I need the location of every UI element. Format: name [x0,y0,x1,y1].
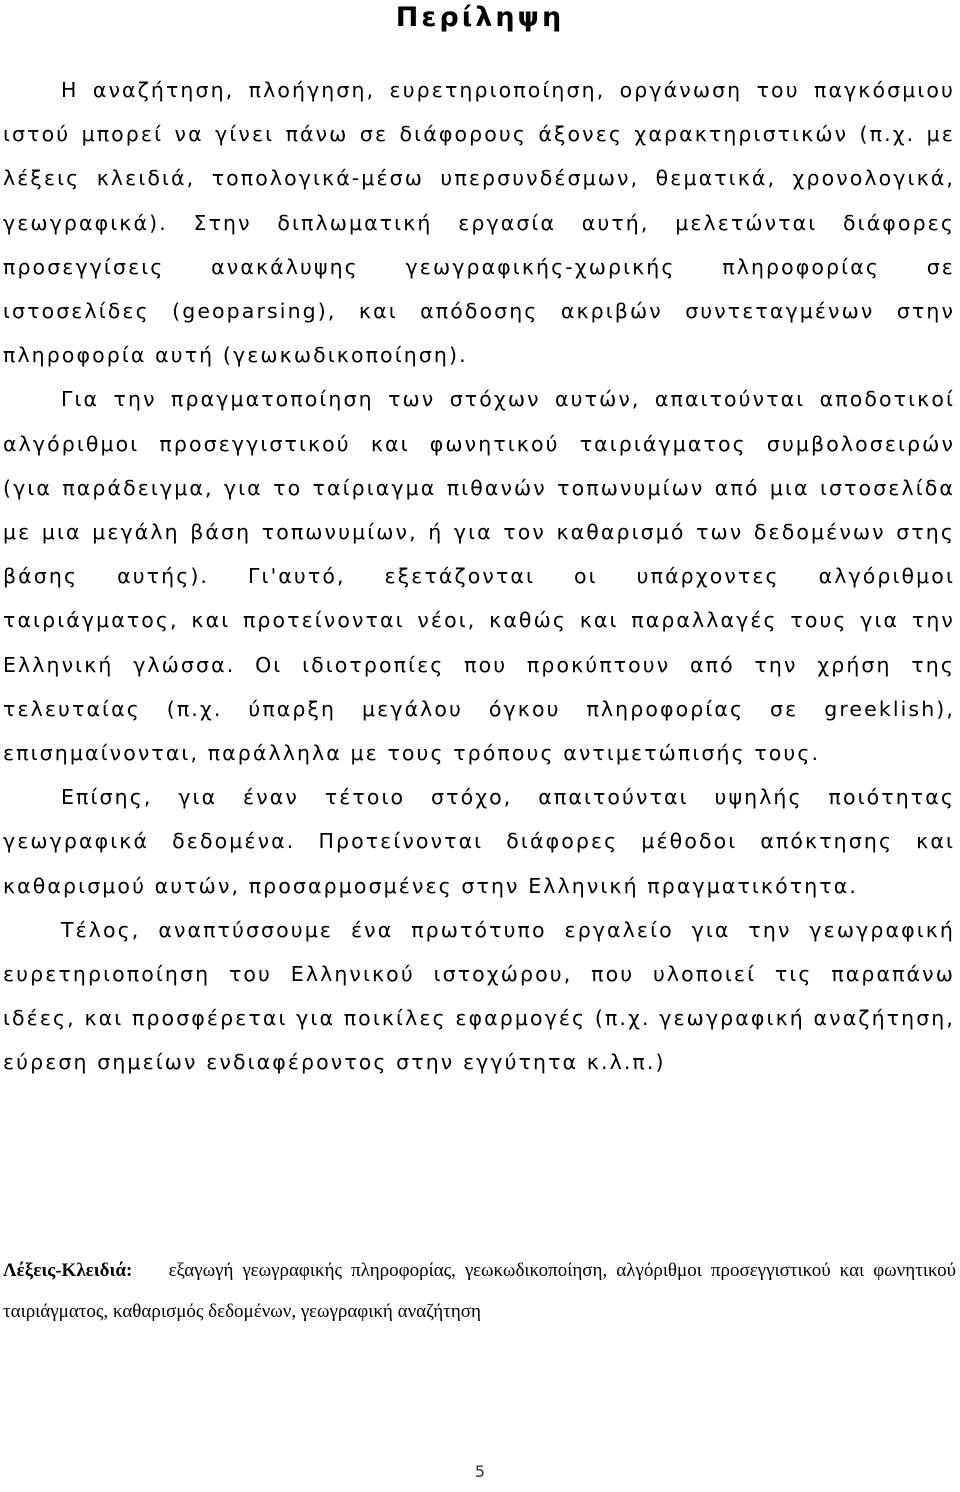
keywords-label: Λέξεις-Κλειδιά: [3,1260,133,1281]
page-number: 5 [474,1462,486,1481]
keywords-text: εξαγωγή γεωγραφικής πληροφορίας, γεωκωδικοποίηση, αλγόριθμοι προσεγγιστικού και φωνητικού ταιριάγματος, καθαρισμός δεδομένων, γεωγραφική αναζήτηση [3,1260,957,1322]
abstract-paragraph-4: Τέλος, αναπτύσσουμε ένα πρωτότυπο εργαλείο για την γεωγραφική ευρετηριοποίηση του Ελληνικού ιστοχώρου, που υλοποιεί τις παραπάνω ιδέες, και προσφέρεται για ποικίλες εφαρμογές (π.χ. γεωγραφική αναζήτηση, εύρεση σημείων ενδιαφέροντος στην εγγύτητα κ.λ.π.) [3,917,955,1075]
abstract-body [3,68,955,1085]
abstract-paragraph-3: Επίσης, για έναν τέτοιο στόχο, απαιτούνται υψηλής ποιότητας γεωγραφικά δεδομένα. Προτείνονται διάφορες μέθοδοι απόκτησης και καθαρισμού αυτών, προσαρμοσμένες στην Ελληνική πραγματικότητα. [3,785,955,898]
keywords-block [3,1250,956,1332]
abstract-paragraph-2: Για την πραγματοποίηση των στόχων αυτών, απαιτούνται αποδοτικοί αλγόριθμοι προσεγγιστικού και φωνητικού ταιριάγματος συμβολοσειρών (για παράδειγμα, για το ταίριαγμα πιθανών τοπωνυμίων από μια ιστοσελίδα με μια μεγάλη βάση τοπωνυμίων, ή για τον καθαρισμό των δεδομένων στης βάσης αυτής). Γι'αυτό, εξετάζονται οι υπάρχοντες αλγόριθμοι ταιριάγματος, και προτείνονται νέοι, καθώς και παραλλαγές τους για την Ελληνική γλώσσα. Οι ιδιοτροπίες που προκύπτουν από την χρήση της τελευταίας (π.χ. ύπαρξη μεγάλου όγκου πληροφορίας σε greeklish), επισημαίνονται, παράλληλα με τους τρόπους αντιμετώπισής τους. [3,387,955,766]
abstract-paragraph-1: Η αναζήτηση, πλοήγηση, ευρετηριοποίηση, οργάνωση του παγκόσμιου ιστού μπορεί να γίνει πάνω σε διάφορους άξονες χαρακτηριστικών (π.χ. με λέξεις κλειδιά, τοπολογικά-μέσω υπερσυνδέσμων, θεματικά, χρονολογικά, γεωγραφικά). Στην διπλωματική εργασία αυτή, μελετώνται διάφορες προσεγγίσεις ανακάλυψης γεωγραφικής-χωρικής πληροφορίας σε ιστοσελίδες (geoparsing), και απόδοσης ακριβών συντεταγμένων στην πληροφορία αυτή (γεωκωδικοποίηση). [3,78,955,368]
page-title: Περίληψη [395,2,565,33]
